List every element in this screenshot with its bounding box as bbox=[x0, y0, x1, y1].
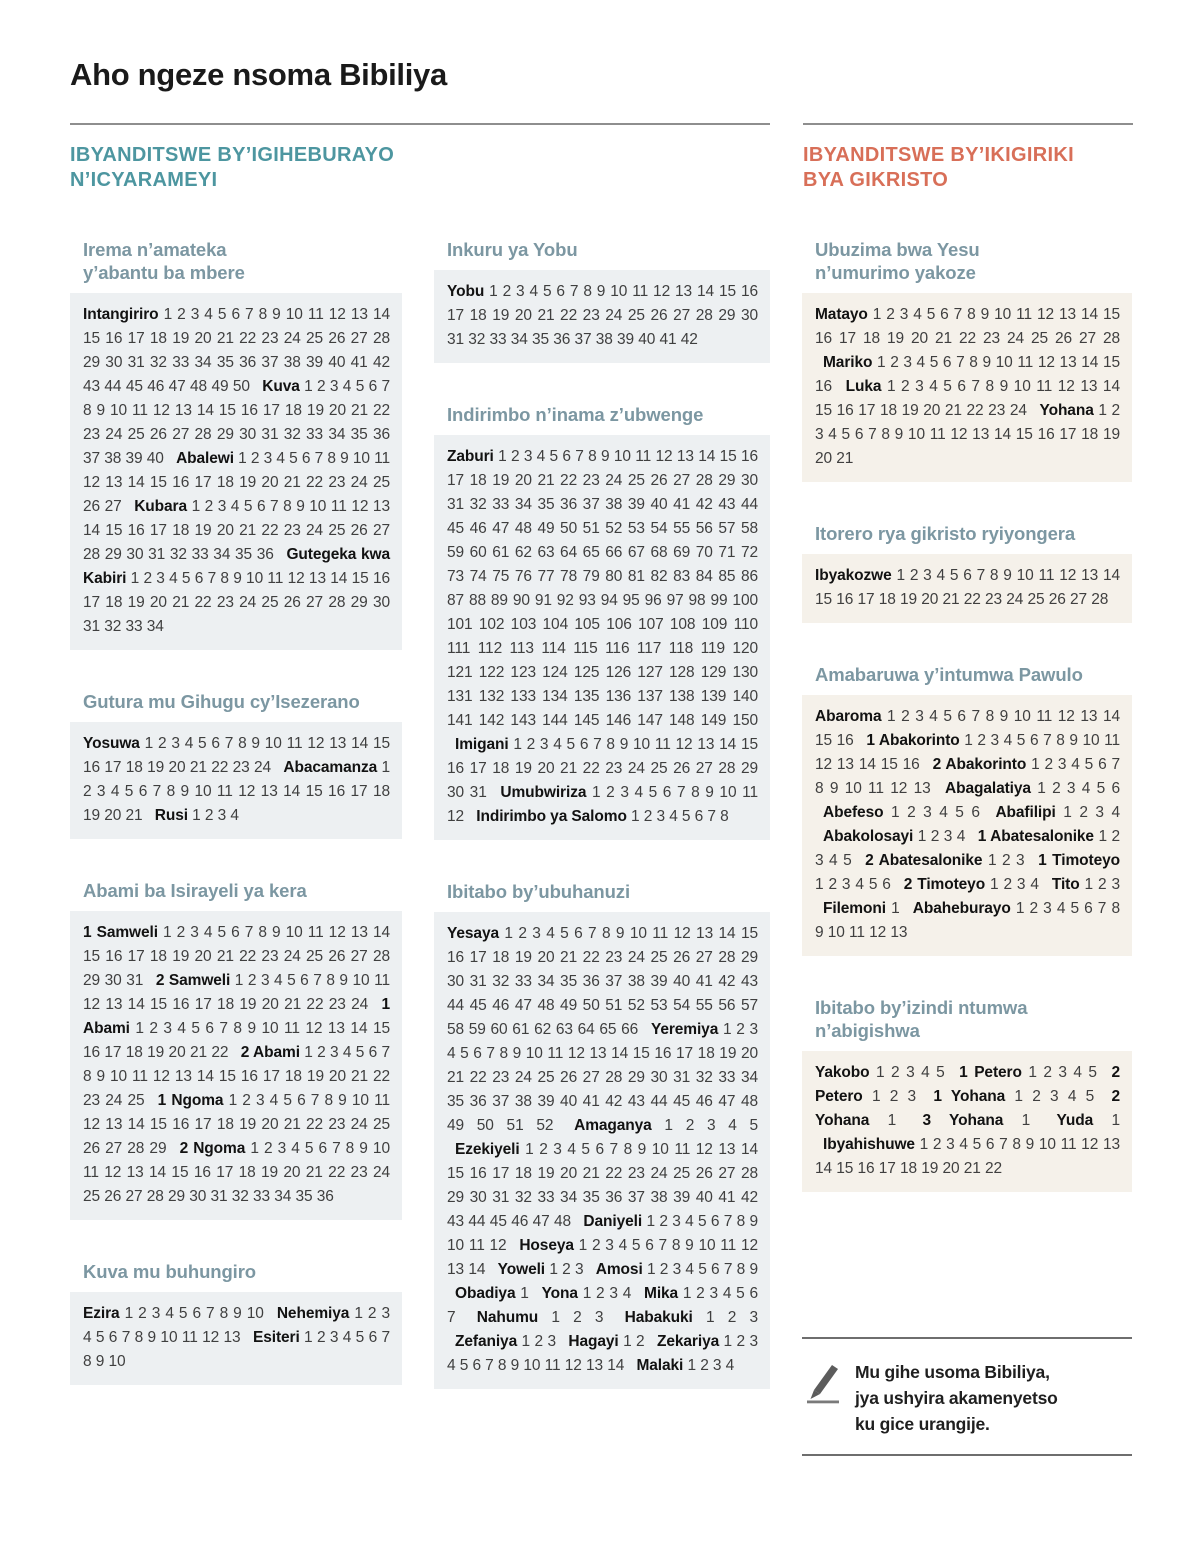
chapter-numbers: 1 2 3 4 5 6 7 8 9 10 11 12 13 14 15 16 bbox=[815, 354, 1120, 395]
note-line: Mu gihe usoma Bibiliya, bbox=[855, 1362, 1050, 1382]
chapter-numbers: 1 2 3 bbox=[1079, 876, 1120, 893]
book-name: Abalewi bbox=[176, 450, 234, 467]
hebrew-scriptures-heading bbox=[70, 143, 770, 193]
chapter-numbers: 1 2 3 4 bbox=[683, 1357, 735, 1374]
book-entry bbox=[815, 900, 900, 917]
chapter-numbers: 1 2 3 4 5 6 7 8 9 10 bbox=[119, 1305, 264, 1322]
book-name: Yakobo bbox=[815, 1064, 870, 1081]
book-name: 2 Abami bbox=[240, 1044, 300, 1061]
chapter-numbers: 1 bbox=[515, 1285, 529, 1302]
subsection-heading: Kuva mu buhungiro bbox=[83, 1261, 257, 1282]
chapter-numbers: 1 2 3 4 5 6 7 8 9 10 11 12 13 14 15 16 17 18 19 20 21 22 23 24 25 26 27 28 29 30 31 bbox=[447, 736, 758, 801]
book-name: Umubwiriza bbox=[500, 784, 587, 801]
book-entry bbox=[815, 1136, 1120, 1177]
chapter-numbers: 1 2 3 4 5 6 7 bbox=[447, 1285, 758, 1326]
book-name: 2 Petero bbox=[815, 1064, 1121, 1105]
book-entry bbox=[1048, 1112, 1120, 1129]
chapter-numbers: 1 2 3 4 5 6 7 8 9 10 11 12 13 14 15 16 17 18 19 20 21 22 23 24 25 26 27 28 bbox=[815, 306, 1120, 347]
subsection-heading: Irema n’amateka y’abantu ba mbere bbox=[83, 239, 245, 283]
book-entry bbox=[628, 1357, 734, 1374]
book-entry bbox=[468, 808, 728, 825]
chapter-numbers: 1 2 3 4 5 6 7 8 9 10 11 12 13 14 15 16 17 18 19 20 21 22 bbox=[83, 1020, 390, 1061]
column-hebrew-1 bbox=[70, 238, 402, 1385]
book-name: Kubara bbox=[134, 498, 188, 515]
book-name: Yosuwa bbox=[83, 735, 140, 752]
chapter-numbers: 1 2 3 4 5 6 7 8 9 10 11 12 13 14 15 16 17 18 19 20 21 22 23 24 25 26 27 28 29 30 31 32 33 34 35 36 37 38 39 40 bbox=[83, 378, 390, 467]
book-entry bbox=[896, 876, 1039, 893]
chapter-numbers: 1 2 3 4 5 bbox=[815, 828, 1120, 869]
book-name: Hoseya bbox=[519, 1237, 574, 1254]
chapter-numbers: 1 2 3 4 5 6 7 8 9 10 11 12 13 14 15 16 17 18 19 20 21 bbox=[815, 402, 1120, 467]
book-name: Amosi bbox=[595, 1261, 643, 1278]
chapter-checklist bbox=[802, 695, 1132, 956]
subsection-heading: Ubuzima bwa Yesu n’umurimo yakoze bbox=[815, 239, 980, 283]
chapter-numbers: 1 2 3 4 5 6 7 8 9 10 11 12 13 14 15 16 17 18 19 20 21 22 23 24 25 26 27 28 29 bbox=[83, 1092, 390, 1157]
book-entry bbox=[617, 1309, 758, 1326]
book-name: 1 Abami bbox=[83, 996, 390, 1037]
subsection-heading: Ibitabo by’ubuhanuzi bbox=[447, 881, 630, 902]
book-name: 1 Timoteyo bbox=[1038, 852, 1120, 869]
book-name: Yona bbox=[541, 1285, 578, 1302]
book-name: 1 Abatesalonike bbox=[977, 828, 1094, 845]
book-entry bbox=[815, 1064, 945, 1081]
book-entry bbox=[925, 1088, 1094, 1105]
book-entry bbox=[83, 1305, 264, 1322]
book-name: 2 Ngoma bbox=[179, 1140, 246, 1157]
subsection-heading: Amabaruwa y’intumwa Pawulo bbox=[815, 664, 1083, 685]
chapter-numbers: 1 2 3 4 5 6 bbox=[815, 876, 891, 893]
book-entry bbox=[815, 567, 1120, 608]
chapter-numbers: 1 2 3 4 5 6 7 8 9 10 11 12 13 14 15 16 bbox=[815, 732, 1120, 773]
book-entry bbox=[147, 807, 239, 824]
chapter-numbers: 1 2 3 bbox=[517, 1333, 556, 1350]
book-entry bbox=[490, 1261, 584, 1278]
book-name: 1 Samweli bbox=[83, 924, 158, 941]
chapter-numbers: 1 2 3 bbox=[538, 1309, 604, 1326]
chapter-numbers: 1 2 3 4 5 bbox=[1021, 1064, 1097, 1081]
chapter-numbers: 1 2 3 4 5 6 7 8 9 10 11 12 13 14 15 16 17 18 19 20 21 22 23 24 25 26 27 28 29 30 31 32 33 34 35 36 37 38 39 40 41 42 43 44 45 46 47 48 49 50 51 52 bbox=[447, 1021, 758, 1134]
chapter-numbers: 1 bbox=[869, 1112, 897, 1129]
book-name: Abakolosayi bbox=[823, 828, 914, 845]
book-name: Yobu bbox=[447, 283, 485, 300]
book-name: Daniyeli bbox=[583, 1213, 643, 1230]
subsection-heading: Abami ba Isirayeli ya kera bbox=[83, 880, 307, 901]
book-name: Matayo bbox=[815, 306, 868, 323]
chapter-numbers: 1 2 3 4 5 6 7 8 9 10 11 12 13 14 15 16 17 18 19 20 21 22 23 24 25 26 27 28 bbox=[815, 567, 1120, 608]
content-columns bbox=[70, 238, 1133, 1456]
section-header-greek bbox=[803, 123, 1133, 238]
chapter-numbers: 1 2 3 4 5 6 7 8 9 10 11 12 13 bbox=[83, 1305, 390, 1346]
book-name: 2 Abatesalonike bbox=[865, 852, 983, 869]
book-name: Ibyahishuwe bbox=[823, 1136, 915, 1153]
book-name: Malaki bbox=[636, 1357, 684, 1374]
heading-line: IBYANDITSWE BY’IGIHEBURAYO bbox=[70, 144, 395, 166]
page-title: Aho ngeze nsoma Bibiliya bbox=[70, 57, 447, 92]
chapter-numbers: 1 2 3 4 5 6 7 8 9 10 11 12 13 14 15 16 17 18 19 20 21 22 23 24 25 26 27 28 29 30 31 32 33 34 35 36 37 38 39 40 41 42 43 44 45 46 47 48 49 50 bbox=[83, 306, 390, 395]
chapter-numbers: 1 bbox=[1003, 1112, 1031, 1129]
book-entry bbox=[951, 1064, 1097, 1081]
chapter-numbers: 1 2 3 4 5 6 7 8 9 10 11 12 13 14 15 16 17 18 19 20 21 22 23 24 bbox=[83, 972, 390, 1013]
chapter-checklist bbox=[802, 1051, 1132, 1192]
subsection-heading: Gutura mu Gihugu cy’Isezerano bbox=[83, 691, 360, 712]
book-name: Yoweli bbox=[497, 1261, 546, 1278]
book-name: Mika bbox=[644, 1285, 679, 1302]
book-name: 1 Abakorinto bbox=[866, 732, 960, 749]
book-name: Luka bbox=[845, 378, 882, 395]
chapter-numbers: 1 2 3 4 5 6 7 8 9 10 11 12 13 bbox=[815, 900, 1120, 941]
heading-line: BYA GIKRISTO bbox=[803, 169, 949, 191]
chapter-checklist bbox=[434, 912, 770, 1389]
book-name: Ezira bbox=[83, 1305, 120, 1322]
book-name: 1 Ngoma bbox=[157, 1092, 224, 1109]
section-header-row bbox=[70, 123, 1133, 238]
book-entry bbox=[447, 1285, 529, 1302]
chapter-numbers: 1 2 3 4 5 6 7 8 9 10 11 12 13 14 15 16 17 18 19 20 21 22 23 24 25 26 27 28 29 30 31 32 33 34 35 36 37 38 39 40 41 42 43 44 45 46 47 48 bbox=[447, 1141, 758, 1230]
book-entry bbox=[937, 780, 1120, 797]
chapter-numbers: 1 2 3 4 5 6 7 8 9 10 11 12 13 bbox=[815, 756, 1120, 797]
chapter-checklist bbox=[70, 722, 402, 839]
chapter-numbers: 1 bbox=[1093, 1112, 1120, 1129]
book-name: Zefaniya bbox=[455, 1333, 518, 1350]
book-name: 2 Samweli bbox=[155, 972, 231, 989]
chapter-numbers: 1 2 3 4 5 6 7 8 9 10 11 12 13 14 15 16 17 18 19 20 21 22 bbox=[815, 1136, 1120, 1177]
reading-note bbox=[802, 1337, 1132, 1456]
chapter-checklist bbox=[802, 293, 1132, 482]
section-header-hebrew bbox=[70, 123, 770, 238]
book-name: 1 Petero bbox=[959, 1064, 1022, 1081]
chapter-numbers: 1 bbox=[885, 900, 900, 917]
chapter-numbers: 1 2 3 4 5 6 7 8 9 10 11 12 13 14 15 16 17 18 19 20 21 22 23 24 25 26 27 bbox=[83, 450, 390, 515]
subsection-heading: Inkuru ya Yobu bbox=[447, 239, 578, 260]
book-name: Amaganya bbox=[574, 1117, 652, 1134]
book-name: Hagayi bbox=[568, 1333, 619, 1350]
book-name: 2 Yohana bbox=[815, 1088, 1120, 1129]
chapter-checklist bbox=[802, 554, 1132, 623]
book-name: Habakuki bbox=[624, 1309, 693, 1326]
book-name: Nahumu bbox=[476, 1309, 539, 1326]
book-entry bbox=[914, 1112, 1030, 1129]
chapter-numbers: 1 2 3 4 5 6 7 8 9 10 11 12 13 14 bbox=[447, 1333, 758, 1374]
book-entry bbox=[1044, 876, 1120, 893]
book-name: 2 Timoteyo bbox=[903, 876, 986, 893]
chapter-checklist bbox=[70, 293, 402, 650]
subsection-heading: Ibitabo by’izindi ntumwa n’abigishwa bbox=[815, 997, 1028, 1041]
chapter-numbers: 1 2 3 4 5 bbox=[869, 1064, 945, 1081]
book-name: Abafilipi bbox=[995, 804, 1056, 821]
chapter-numbers: 1 2 3 4 5 6 7 8 9 10 11 12 13 14 15 16 17 18 19 20 21 22 23 24 25 26 27 28 29 30 31 32 33 34 35 36 37 38 39 40 41 42 bbox=[447, 283, 758, 348]
book-entry bbox=[588, 1261, 758, 1278]
chapter-numbers: 1 2 3 4 5 6 7 8 9 bbox=[642, 1261, 758, 1278]
chapter-numbers: 1 2 3 4 5 6 7 8 9 10 11 12 bbox=[447, 1213, 758, 1254]
book-name: Esiteri bbox=[252, 1329, 300, 1346]
book-entry bbox=[447, 448, 758, 729]
chapter-numbers: 1 2 3 4 bbox=[187, 807, 239, 824]
chapter-numbers: 1 2 3 4 bbox=[577, 1285, 632, 1302]
book-name: 3 Yohana bbox=[922, 1112, 1004, 1129]
chapter-numbers: 1 2 3 4 5 6 7 8 bbox=[626, 808, 729, 825]
chapter-numbers: 1 2 3 4 5 6 7 8 9 10 11 12 13 14 15 16 17 18 19 20 21 22 23 24 bbox=[815, 378, 1120, 419]
book-name: Yesaya bbox=[447, 925, 499, 942]
chapter-numbers: 1 2 3 4 5 6 7 8 9 10 11 12 13 14 15 16 17 18 19 20 21 bbox=[83, 759, 390, 824]
book-name: Zekariya bbox=[657, 1333, 720, 1350]
note-text bbox=[855, 1359, 1058, 1437]
chapter-numbers: 1 2 3 4 5 6 7 8 9 10 bbox=[83, 1329, 390, 1370]
chapter-numbers: 1 2 3 bbox=[545, 1261, 584, 1278]
chapter-numbers: 1 2 3 4 5 6 7 8 9 10 11 12 bbox=[447, 784, 758, 825]
book-name: Yeremiya bbox=[650, 1021, 719, 1038]
chapter-numbers: 1 2 3 4 5 6 7 8 9 10 11 12 13 14 15 16 17 18 19 20 21 22 23 24 25 26 27 28 29 30 31 bbox=[83, 924, 390, 989]
book-entry bbox=[815, 306, 1120, 347]
book-name: Kuva bbox=[262, 378, 300, 395]
book-name: Imigani bbox=[455, 736, 509, 753]
chapter-numbers: 1 2 3 4 5 bbox=[1005, 1088, 1095, 1105]
book-name: Zaburi bbox=[447, 448, 494, 465]
chapter-numbers: 1 2 3 4 5 6 bbox=[883, 804, 980, 821]
chapter-numbers: 1 2 bbox=[618, 1333, 645, 1350]
chapter-numbers: 1 2 3 4 5 6 7 8 9 10 11 12 13 14 15 16 17 18 19 20 21 22 23 24 25 26 27 28 29 30 31 32 33 34 35 36 bbox=[83, 1140, 390, 1205]
book-name: Filemoni bbox=[823, 900, 886, 917]
subsection-heading: Indirimbo n’inama z’ubwenge bbox=[447, 404, 704, 425]
chapter-numbers: 1 2 3 4 5 6 7 8 9 10 11 12 13 14 15 16 17 18 19 20 21 22 23 24 25 26 27 28 29 30 31 32 33 34 bbox=[83, 570, 390, 635]
chapter-numbers: 1 2 3 4 5 6 7 8 9 10 11 12 13 14 15 16 17 18 19 20 21 22 23 24 25 26 27 28 29 30 31 32 33 34 35 36 37 38 39 40 41 42 43 44 45 46 47 48 49 50 51 52 53 54 55 56 57 58 59 60 61 62 63 64 65 66 67 68 69 70 71 72 73 74 75 76 77 78 79 80 81 82 83 84 85 86 87 88 89 90 91 92 93 94 95 96 97 98 99 100 101 102 103 104 105 106 107 108 109 110 111 112 113 114 115 116 117 118 119 120 121 122 123 124 125 126 127 128 129 130 131 132 133 134 135 136 137 138 139 140 141 142 143 144 145 146 147 148 149 150 bbox=[447, 448, 758, 729]
book-name: Ezekiyeli bbox=[455, 1141, 520, 1158]
book-name: Tito bbox=[1051, 876, 1080, 893]
book-name: Nehemiya bbox=[276, 1305, 350, 1322]
book-name: Yohana bbox=[1039, 402, 1094, 419]
pencil-icon bbox=[804, 1361, 840, 1405]
heading-line: IBYANDITSWE BY’IKIGIRIKI bbox=[803, 144, 1074, 166]
heading-line: N’ICYARAMEYI bbox=[70, 169, 218, 191]
column-hebrew-2 bbox=[434, 238, 770, 1389]
chapter-numbers: 1 2 3 4 5 6 7 8 9 10 11 12 13 14 15 16 17 18 19 20 21 22 23 24 bbox=[83, 735, 390, 776]
book-name: Abacamanza bbox=[283, 759, 378, 776]
book-name: Abefeso bbox=[823, 804, 884, 821]
chapter-numbers: 1 2 3 4 5 6 bbox=[1030, 780, 1120, 797]
book-name: Gutegeka kwa Kabiri bbox=[83, 546, 390, 587]
chapter-numbers: 1 2 3 4 5 6 7 8 9 10 11 12 13 14 15 16 17 18 19 20 21 22 23 24 25 bbox=[83, 1044, 390, 1109]
chapter-checklist bbox=[70, 1292, 402, 1385]
book-name: Ibyakozwe bbox=[815, 567, 892, 584]
book-name: Indirimbo ya Salomo bbox=[476, 808, 627, 825]
note-line: ku gice urangije. bbox=[855, 1414, 990, 1434]
chapter-numbers: 1 2 3 4 5 6 7 8 9 10 11 12 13 14 15 16 17 18 19 20 21 22 23 24 25 26 27 28 29 30 31 32 33 34 35 36 37 38 39 40 41 42 43 44 45 46 47 48 49 50 51 52 53 54 55 56 57 58 59 60 61 62 63 64 65 66 bbox=[447, 925, 758, 1038]
chapter-numbers: 1 2 3 4 bbox=[1055, 804, 1120, 821]
chapter-numbers: 1 2 3 4 5 6 7 8 9 10 11 12 13 14 15 16 bbox=[815, 708, 1120, 749]
book-entry bbox=[447, 283, 758, 348]
book-entry bbox=[857, 852, 1024, 869]
book-entry bbox=[560, 1333, 644, 1350]
book-entry bbox=[469, 1309, 604, 1326]
book-name: Yuda bbox=[1056, 1112, 1094, 1129]
chapter-numbers: 1 2 3 4 5 6 7 8 9 10 11 12 13 14 bbox=[447, 1237, 758, 1278]
book-name: 2 Abakorinto bbox=[932, 756, 1027, 773]
book-name: Abaroma bbox=[815, 708, 882, 725]
chapter-numbers: 1 2 3 4 5 bbox=[651, 1117, 758, 1134]
book-name: Abagalatiya bbox=[945, 780, 1031, 797]
chapter-numbers: 1 2 3 4 bbox=[985, 876, 1039, 893]
chapter-numbers: 1 2 3 4 bbox=[913, 828, 966, 845]
book-name: Rusi bbox=[154, 807, 188, 824]
note-line: jya ushyira akamenyetso bbox=[855, 1388, 1058, 1408]
chapter-numbers: 1 2 3 bbox=[692, 1309, 758, 1326]
chapter-checklist bbox=[434, 435, 770, 840]
chapter-checklist bbox=[70, 911, 402, 1220]
book-name: Mariko bbox=[823, 354, 873, 371]
book-entry bbox=[815, 804, 980, 821]
book-name: Obadiya bbox=[455, 1285, 516, 1302]
book-entry bbox=[987, 804, 1120, 821]
chapter-numbers: 1 2 3 bbox=[862, 1088, 917, 1105]
chapter-numbers: 1 2 3 bbox=[982, 852, 1025, 869]
greek-scriptures-heading bbox=[803, 143, 1133, 193]
book-entry bbox=[534, 1285, 632, 1302]
book-name: Abaheburayo bbox=[912, 900, 1011, 917]
book-name: Intangiriro bbox=[83, 306, 159, 323]
book-entry bbox=[815, 828, 965, 845]
chapter-checklist bbox=[434, 270, 770, 363]
chapter-numbers: 1 2 3 4 5 6 7 8 9 10 11 12 13 14 15 16 17 18 19 20 21 22 23 24 25 26 27 28 29 30 31 32 33 34 35 36 bbox=[83, 498, 390, 563]
subsection-heading: Itorero rya gikristo ryiyongera bbox=[815, 523, 1076, 544]
book-entry bbox=[566, 1117, 758, 1134]
book-name: 1 Yohana bbox=[933, 1088, 1006, 1105]
column-greek bbox=[802, 238, 1132, 1456]
book-entry bbox=[447, 1333, 556, 1350]
